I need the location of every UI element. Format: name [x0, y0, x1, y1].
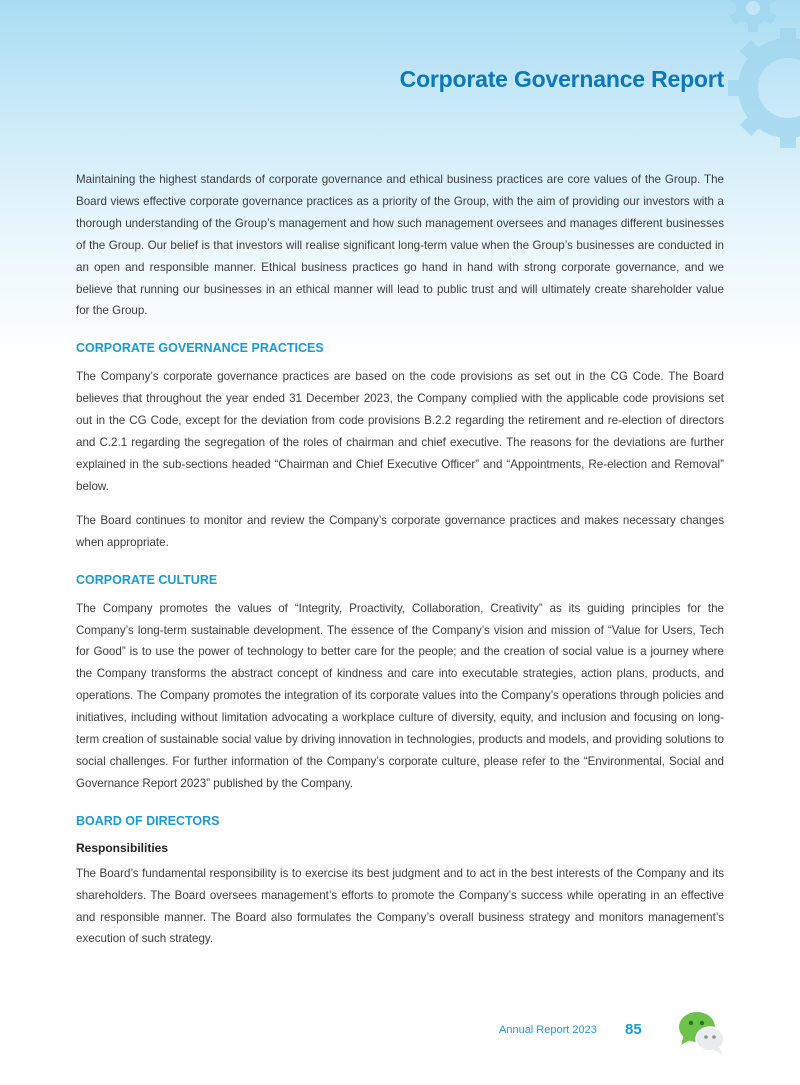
cg-practices-paragraph-1: The Company’s corporate governance practices are based on the code provisions as set out in the CG Code. The Board believes that throughout the year ended 31 December 2023, the Company complied with the applicable code provisions set out in the CG Code, except for the deviation from code provisions B.2.2 regarding the retirement and re-election of directors and C.2.1 regarding the segregation of the roles of chairman and chief executive. The reasons for the deviations are further explained in the sub-sections headed “Chairman and Chief Executive Officer” and “Appointments, Re-election and Removal” below.	[76, 370, 724, 493]
cg-practices-paragraph-2: The Board continues to monitor and review the Company’s corporate governance practices and makes necessary changes when appropriate.	[76, 513, 724, 549]
page-number: 85	[625, 1021, 642, 1038]
subheading-responsibilities: Responsibilities	[76, 840, 169, 855]
footer-report-label: Annual Report 2023	[499, 1024, 597, 1036]
page-title: Corporate Governance Report	[399, 66, 724, 92]
chat-bubbles-icon	[676, 1010, 728, 1056]
section-heading-cg-practices: CORPORATE GOVERNANCE PRACTICES	[76, 341, 324, 356]
corporate-culture-paragraph: The Company promotes the values of “Integrity, Proactivity, Collaboration, Creativity” as its guiding principles for the Company’s long-term sustainable development. The essence of the Company’s vision and mission of “Value for Users, Tech for Good” is to use the power of technology to better care for the people; and the creation of social value is a journey where the Company transforms the abstract concept of kindness and care into executable strategies, action plans, products, and operations. The Company promotes the integration of its corporate values into the Company’s operations through policies and initiatives, including without limitation advocating a workplace culture of diversity, equity, and inclusion and focusing on long-term creation of sustainable social value by driving innovation in technologies, products and models, and providing solutions to social challenges. For further information of the Company’s corporate culture, please refer to the “Environmental, Social and Governance Report 2023” published by the Company.	[76, 601, 724, 790]
section-heading-corporate-culture: CORPORATE CULTURE	[76, 572, 218, 587]
responsibilities-paragraph: The Board’s fundamental responsibility is to exercise its best judgment and to act in the best interests of the Company and its shareholders. The Board oversees management’s efforts to promote the Company’s success while operating in an effective and responsible manner. The Board also formulates the Company’s overall business strategy and monitors management’s execution of such strategy.	[76, 866, 724, 946]
intro-paragraph: Maintaining the highest standards of corporate governance and ethical business practices are core values of the Group. The Board views effective corporate governance practices as a priority of the Group, with the aim of providing our investors with a thorough understanding of the Group’s management and how such management oversees and manages different businesses of the Group. Our belief is that investors will realise significant long-term value when the Group’s businesses are conducted in an open and responsible manner. Ethical business practices go hand in hand with strong corporate governance, and we believe that running our businesses in an ethical manner will lead to public trust and will ultimately create shareholder value for the Group.	[76, 173, 724, 318]
section-heading-board-of-directors: BOARD OF DIRECTORS	[76, 813, 220, 828]
report-body	[76, 169, 724, 950]
